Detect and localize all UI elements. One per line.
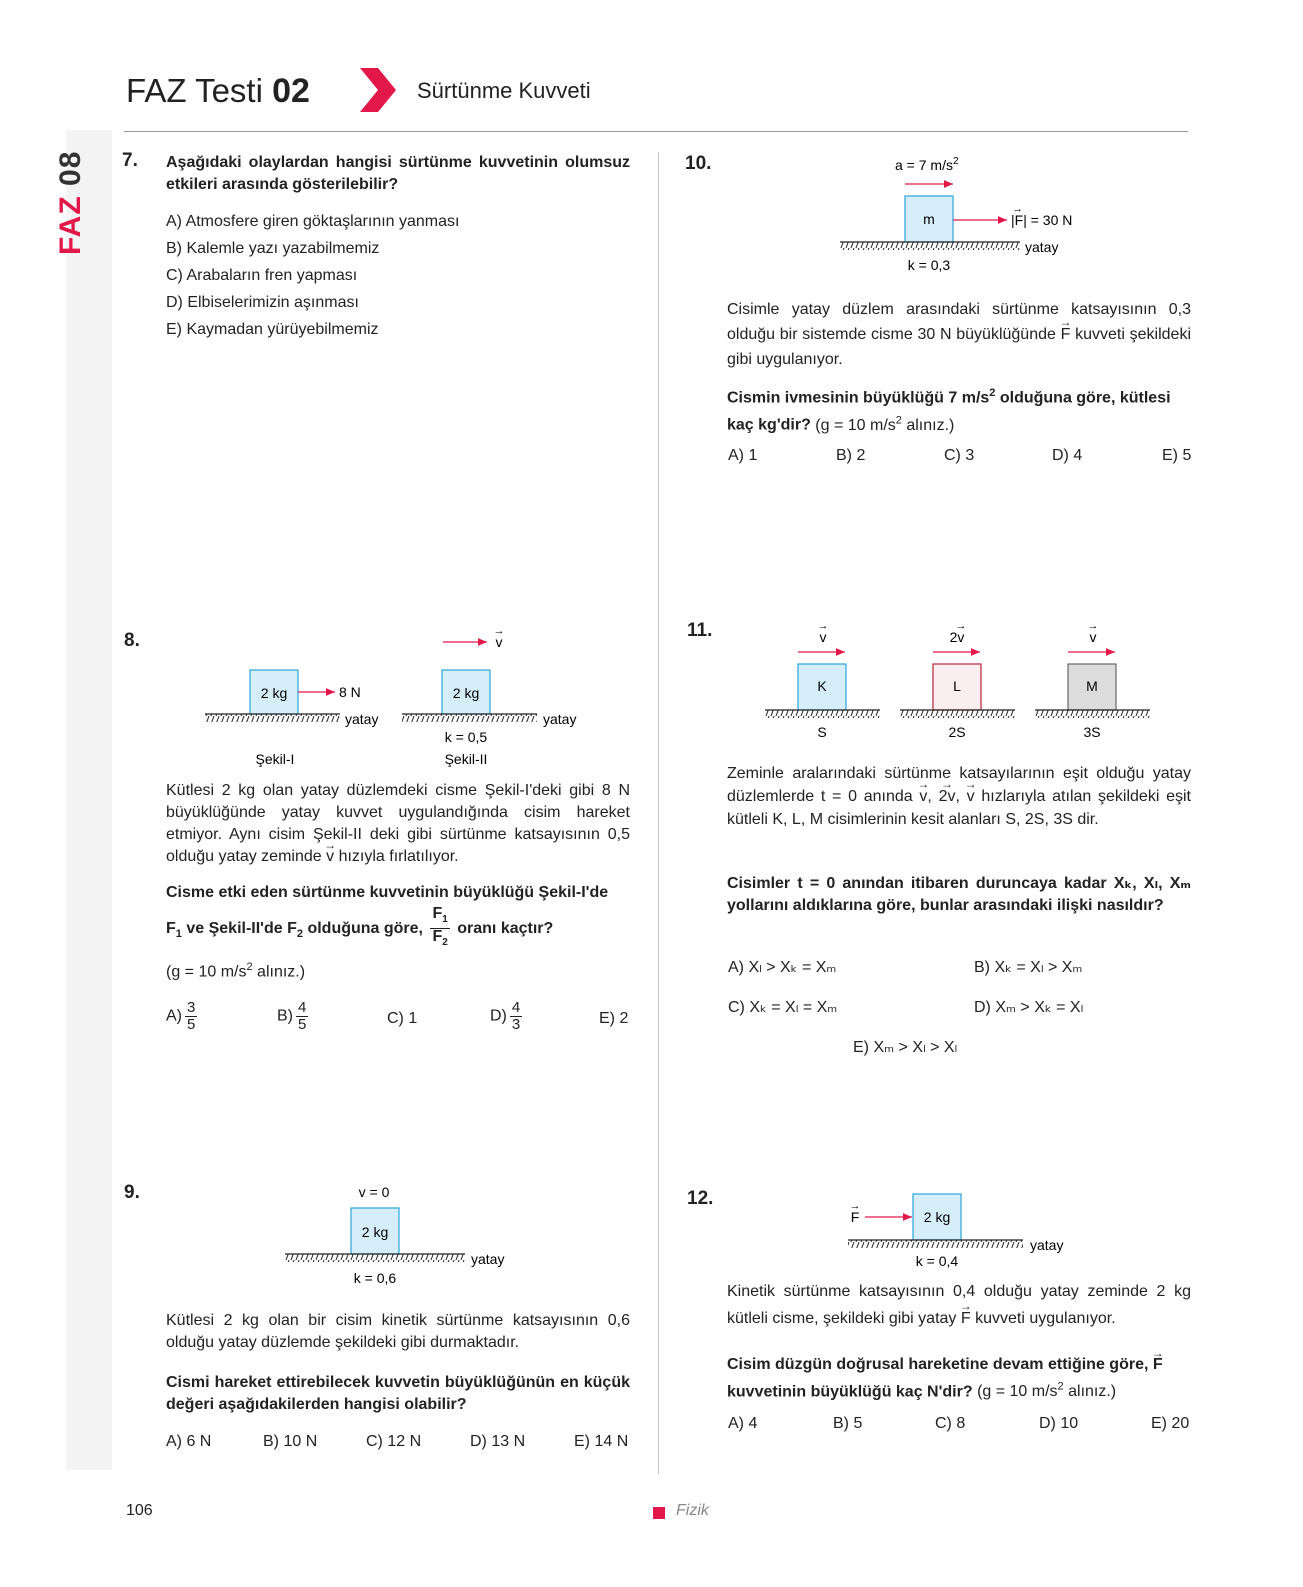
fig2-ground xyxy=(402,714,537,722)
q7-option-b[interactable]: B) Kalemle yazı yazabilmemiz xyxy=(166,240,380,257)
question-10-question: Cismin ivmesinin büyüklüğü 7 $m/s^2$ olduğuna göre, kütlesi kaç kg'dir? (g = 10 $m/s^2$ alınız.) xyxy=(727,387,1171,434)
question-10-text: Cisimle yatay düzlem arasındaki sürtünme katsayısının 0,3 olduğu bir sistemde cisme 30 N büyüklüğünde → F kuvveti şekildeki gibi uygulanıyor. xyxy=(727,297,1191,372)
svg-text:→: → xyxy=(955,620,967,632)
q8-option-b[interactable]: B) $\frac{4}{5}$ xyxy=(277,999,307,1033)
fig-friction: k = 0,4 xyxy=(915,1253,959,1269)
question-11-number: 11. xyxy=(687,620,713,641)
question-12-text: Kinetik sürtünme katsayısının 0,4 olduğu yatay zeminde 2 kg kütleli cisme, şekildeki gibi yatay → F kuvveti uygulanıyor. xyxy=(727,1278,1191,1332)
q12-option-d[interactable]: D) 10 xyxy=(1039,1415,1079,1432)
page-number: 106 xyxy=(126,1502,153,1519)
fig1-surface: yatay xyxy=(345,711,379,727)
subject-square-icon xyxy=(653,1507,665,1519)
q12-option-a[interactable]: A) 4 xyxy=(728,1415,758,1432)
m-label: M xyxy=(1086,678,1098,694)
l-ground xyxy=(900,710,1015,718)
q10-option-a[interactable]: A) 1 xyxy=(728,447,758,464)
fig1-ground xyxy=(205,714,340,722)
question-7-options xyxy=(166,213,459,348)
l-area: 2S xyxy=(948,724,966,740)
ground xyxy=(848,1240,1023,1248)
l-velocity: 2v xyxy=(949,629,965,645)
k-ground xyxy=(765,710,880,718)
q11-option-a[interactable]: A) Xₗ > Xₖ = Xₘ xyxy=(728,959,837,976)
q9-option-a[interactable]: A) 6 N xyxy=(166,1433,212,1450)
page-subtitle: Sürtünme Kuvveti xyxy=(417,78,591,103)
q12-option-e[interactable]: E) 20 xyxy=(1151,1415,1190,1432)
fig2-mass: 2 kg xyxy=(452,685,480,701)
header-divider xyxy=(124,131,1188,132)
side-tab-label: FAZ 08 xyxy=(54,150,87,255)
q9-option-b[interactable]: B) 10 N xyxy=(263,1433,318,1450)
q9-option-d[interactable]: D) 13 N xyxy=(470,1433,526,1450)
q10-option-d[interactable]: D) 4 xyxy=(1052,447,1083,464)
subject-label: Fizik xyxy=(676,1502,709,1519)
fig-friction: k = 0,3 xyxy=(907,257,951,273)
m-ground xyxy=(1035,710,1150,718)
l-label: L xyxy=(953,678,961,694)
question-9-figure xyxy=(280,1180,540,1288)
q10-option-e[interactable]: E) 5 xyxy=(1162,447,1192,464)
fig1-caption: Şekil-I xyxy=(255,751,295,767)
q11-option-e[interactable]: E) Xₘ > Xₗ > Xₗ xyxy=(853,1039,958,1056)
svg-text:→: → xyxy=(1087,620,1099,632)
q7-option-e[interactable]: E) Kaymadan yürüyebilmemiz xyxy=(166,321,379,338)
q9-option-c[interactable]: C) 12 N xyxy=(366,1433,422,1450)
column-divider xyxy=(658,152,659,1474)
m-area: 3S xyxy=(1083,724,1101,740)
fig2-caption: Şekil-II xyxy=(444,751,488,767)
vector-arrow-icon: → xyxy=(1012,203,1023,215)
ground xyxy=(285,1254,465,1262)
q12-option-b[interactable]: B) 5 xyxy=(833,1415,863,1432)
question-8-number: 8. xyxy=(124,630,140,651)
question-10-figure xyxy=(835,152,1095,276)
fig1-force: 8 N xyxy=(339,684,361,700)
question-10-number: 10. xyxy=(685,153,712,174)
vector-arrow-icon: → xyxy=(493,628,505,637)
chevron-right-icon xyxy=(358,66,398,114)
q7-option-d[interactable]: D) Elbiselerimizin aşınması xyxy=(166,294,359,311)
question-12-number: 12. xyxy=(687,1188,714,1209)
k-velocity: v xyxy=(819,629,827,645)
question-8-note: (g = 10 $m/s^2$ alınız.) xyxy=(166,961,306,981)
q11-option-b[interactable]: B) Xₖ = Xₗ > Xₘ xyxy=(974,959,1083,976)
question-11-figure xyxy=(760,620,1160,750)
ratio-fraction: $\frac{F_1}{F_2}$ xyxy=(432,905,448,949)
q7-option-a[interactable]: A) Atmosfere giren göktaşlarının yanması xyxy=(166,213,460,230)
question-9-number: 9. xyxy=(124,1182,140,1203)
svg-text:→: → xyxy=(817,620,829,632)
fig-surface: yatay xyxy=(1025,239,1059,255)
q10-option-b[interactable]: B) 2 xyxy=(836,447,866,464)
q7-option-c[interactable]: C) Arabaların fren yapması xyxy=(166,267,358,284)
fig-force: F xyxy=(850,1209,860,1225)
q11-option-c[interactable]: C) Xₖ = Xₗ = Xₘ xyxy=(728,999,838,1016)
fig-surface: yatay xyxy=(471,1251,505,1267)
q11-option-d[interactable]: D) Xₘ > Xₖ = Xₗ xyxy=(974,999,1084,1016)
q8-option-c[interactable]: C) 1 xyxy=(387,1010,418,1027)
svg-text:→: → xyxy=(849,1200,861,1212)
question-7-number: 7. xyxy=(122,150,138,171)
question-11-text: Zeminle aralarındaki sürtünme katsayılarının eşit olduğu yatay düzlemlerde t = 0 anında → v, → 2v, → v hızlarıyla atılan şekildeki eşit kütleli K, L, M cisimlerinin kesit alanları S, 2S, 3S dir. xyxy=(727,762,1191,831)
question-12-figure xyxy=(840,1186,1100,1270)
fig-surface: yatay xyxy=(1030,1237,1064,1253)
q8-option-a[interactable]: A) $\frac{3}{5}$ xyxy=(166,999,196,1033)
fig-mass: 2 kg xyxy=(923,1209,951,1225)
fig-friction: k = 0,6 xyxy=(353,1270,397,1286)
question-7-text: Aşağıdaki olaylardan hangisi sürtünme kuvvetinin olumsuz etkileri arasında gösterilebilir? xyxy=(166,154,630,193)
fig-force: |F| = 30 N xyxy=(1011,212,1073,228)
question-12-question: Cisim düzgün doğrusal hareketine devam ettiğine göre, → F kuvvetinin büyüklüğü kaç N'dir? (g = 10 $m/s^2$ alınız.) xyxy=(727,1354,1191,1403)
q12-option-c[interactable]: C) 8 xyxy=(935,1415,966,1432)
q9-option-e[interactable]: E) 14 N xyxy=(574,1433,629,1450)
fig2-friction: k = 0,5 xyxy=(444,729,488,745)
page-title: FAZ Testi 02 xyxy=(126,72,310,110)
q8-option-e[interactable]: E) 2 xyxy=(599,1010,629,1027)
vector-v: → v xyxy=(326,846,334,868)
fig-velocity: v = 0 xyxy=(358,1184,390,1200)
side-tab-background xyxy=(66,130,112,1470)
fig2-surface: yatay xyxy=(543,711,577,727)
ground xyxy=(840,242,1020,250)
k-area: S xyxy=(817,724,827,740)
q10-option-c[interactable]: C) 3 xyxy=(944,447,975,464)
fig-mass: m xyxy=(923,211,935,227)
question-8-text: Kütlesi 2 kg olan yatay düzlemdeki cisme Şekil-I'deki gibi 8 N büyüklüğünde yatay kuvvet uygulandığında cisim hareket etmiyor. Aynı cisim Şekil-II deki gibi sürtünme katsayısının 0,5 olduğu yatay zeminde → v hızıyla fırlatılıyor. xyxy=(166,780,630,868)
question-9-question: Cismi hareket ettirebilecek kuvvetin büyüklüğünün en küçük değeri aşağıdakilerden hangisi olabilir? xyxy=(166,1374,630,1413)
question-8-question: Cisme etki eden sürtünme kuvvetinin büyüklüğü Şekil-I'de $F_1$ ve Şekil-II'de $F_2$ olduğuna göre, $\frac{F_1}{F_2}$ oranı kaçtır? xyxy=(166,882,636,951)
question-9-text: Kütlesi 2 kg olan bir cisim kinetik sürtünme katsayısının 0,6 olduğu yatay düzlemde şekildeki gibi durmaktadır. xyxy=(166,1312,630,1351)
fig1-mass: 2 kg xyxy=(260,685,288,701)
m-velocity: v xyxy=(1089,629,1097,645)
fig2-velocity: v xyxy=(495,634,503,650)
question-8-figure xyxy=(195,628,595,778)
q8-option-d[interactable]: D) $\frac{4}{3}$ xyxy=(490,999,521,1033)
question-11-question: Cisimler t = 0 anından itibaren duruncaya kadar Xₖ, Xₗ, Xₘ yollarını aldıklarına göre, bunlar arasındaki ilişki nasıldır? xyxy=(727,875,1191,914)
fig-mass: 2 kg xyxy=(361,1224,389,1240)
vector-f: → F xyxy=(1061,322,1071,347)
fig-accel: a = 7 $m/s^2$ xyxy=(895,156,959,173)
k-label: K xyxy=(817,678,827,694)
